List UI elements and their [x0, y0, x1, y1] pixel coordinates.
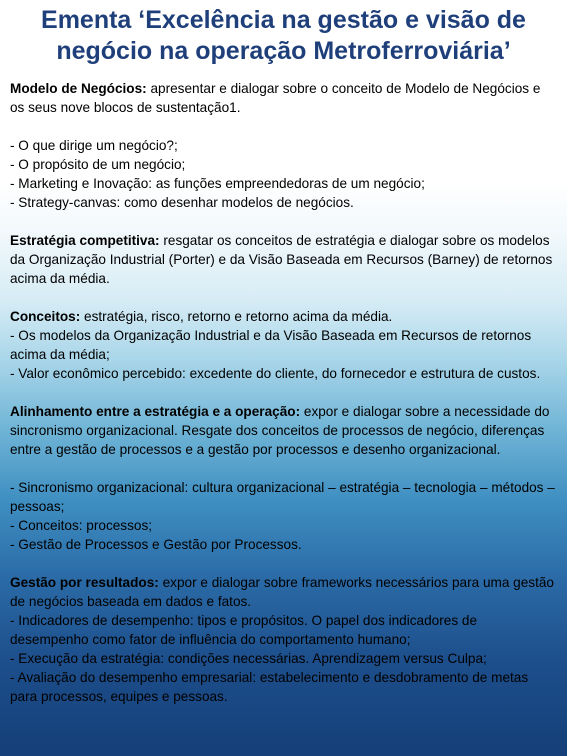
section-heading: Conceitos:: [10, 309, 81, 324]
spacer: [10, 459, 558, 478]
section-intro: expor e dialogar sobre a necessidade do sincronismo organizacional. Resgate dos conceitos de processos de negócio, diferenças entre a gestão de processos e a gestão por processos e desenho organizacional.: [10, 404, 550, 457]
list-item: - O que dirige um negócio?;: [10, 138, 178, 153]
spacer: [10, 554, 558, 573]
list-item: - Gestão de Processos e Gestão por Processos.: [10, 537, 302, 552]
section-alinhamento: [10, 402, 558, 459]
spacer: [10, 117, 558, 136]
list-item: - Avaliação do desempenho empresarial: estabelecimento e desdobramento de metas para processos, equipes e pessoas.: [10, 670, 529, 704]
list-item: - Sincronismo organizacional: cultura organizacional – estratégia – tecnologia – métodos – pessoas;: [10, 480, 555, 514]
list-item: - Conceitos: processos;: [10, 518, 153, 533]
list-item: - Valor econômico percebido: excedente do cliente, do fornecedor e estrutura de custos.: [10, 366, 541, 381]
list-item: - Marketing e Inovação: as funções empreendedoras de um negócio;: [10, 176, 425, 191]
list-item: - Strategy-canvas: como desenhar modelos de negócios.: [10, 195, 354, 210]
section-intro: apresentar e dialogar sobre o conceito de Modelo de Negócios e os seus nove blocos de sustentação1.: [10, 81, 541, 115]
section-intro: resgatar os conceitos de estratégia e dialogar sobre os modelos da Organização Industrial (Porter) e da Visão Baseada em Recursos (Barney) de retornos acima da média.: [10, 233, 553, 286]
spacer: [10, 383, 558, 402]
section-heading: Estratégia competitiva:: [10, 233, 160, 248]
section-heading: Modelo de Negócios:: [10, 81, 147, 96]
list-item: - Indicadores de desempenho: tipos e propósitos. O papel dos indicadores de desempenho como fator de influência do comportamento humano;: [10, 613, 478, 647]
slide-title: Ementa ‘Excelência na gestão e visão de negócio na operação Metroferroviária’: [41, 6, 526, 65]
section-heading: Gestão por resultados:: [10, 575, 159, 590]
list-item: - O propósito de um negócio;: [10, 157, 186, 172]
section-heading: Alinhamento entre a estratégia e a operação:: [10, 404, 301, 419]
section-estrategia-competitiva: [10, 231, 558, 288]
list-item: - Execução da estratégia: condições necessárias. Aprendizagem versus Culpa;: [10, 651, 487, 666]
section-intro: expor e dialogar sobre frameworks necessários para uma gestão de negócios baseada em dados e fatos.: [10, 575, 554, 609]
section-conceitos: [10, 307, 558, 326]
spacer: [10, 212, 558, 231]
list-item: - Os modelos da Organização Industrial e da Visão Baseada em Recursos de retornos acima da média;: [10, 328, 532, 362]
section-intro: estratégia, risco, retorno e retorno acima da média.: [80, 309, 393, 324]
slide-body: [10, 79, 558, 706]
section-gestao-resultados: [10, 573, 558, 611]
section-modelo-negocios: [10, 79, 558, 117]
spacer: [10, 288, 558, 307]
